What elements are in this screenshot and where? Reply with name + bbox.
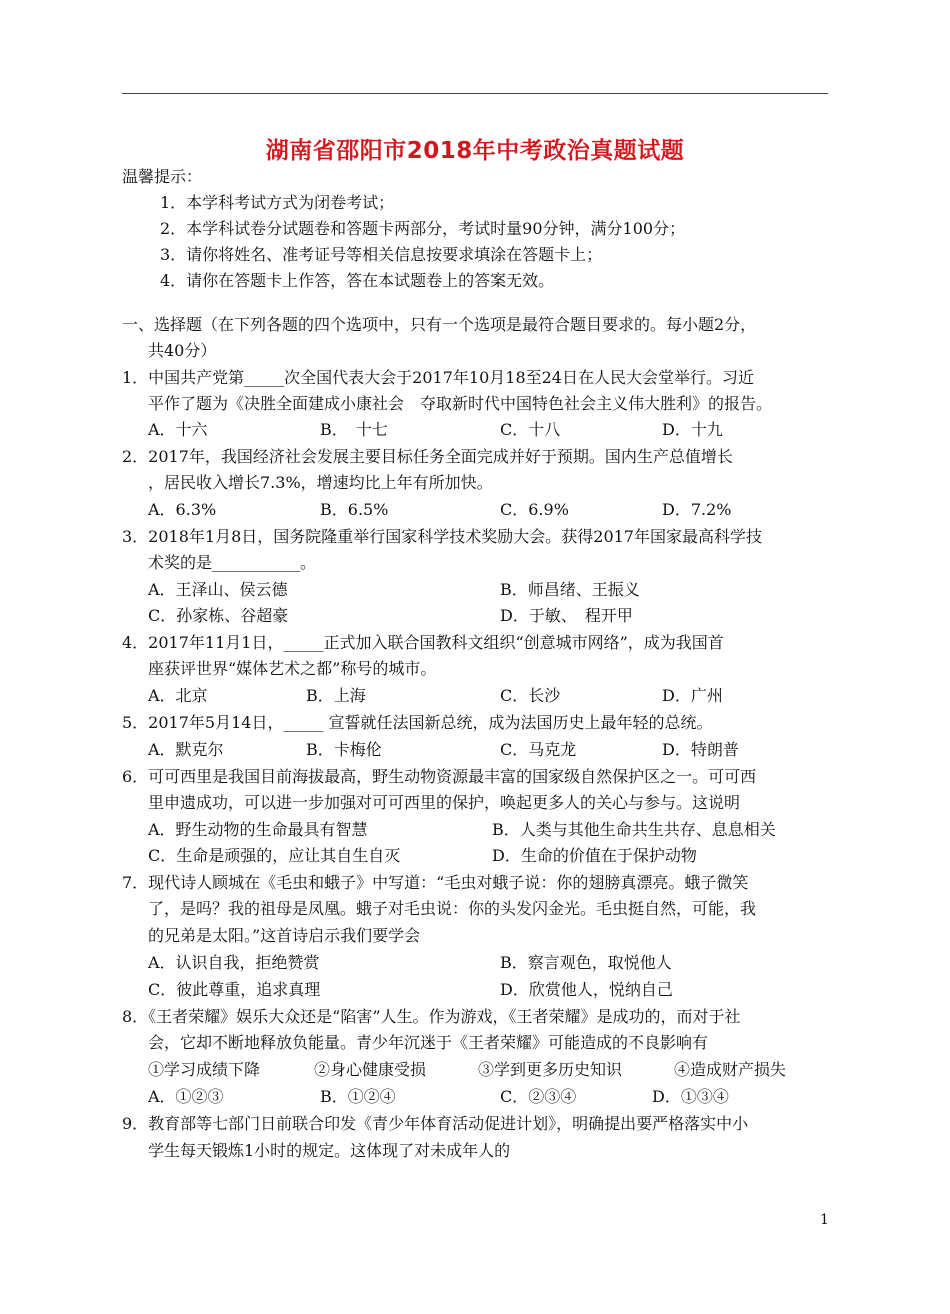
question-5-stem: 5．2017年5月14日，_____ 宣誓就任法国新总统，成为法国历史上最年轻的总统。 bbox=[122, 713, 713, 732]
question-6-option-d: D．生命的价值在于保护动物 bbox=[492, 846, 697, 865]
question-3-stem: 3．2018年1月8日，国务院隆重举行国家科学技术奖励大会。获得2017年国家最高科学技 bbox=[122, 527, 762, 546]
question-7-option-b: B．察言观色，取悦他人 bbox=[500, 953, 672, 972]
question-8-item-3: ③学到更多历史知识 bbox=[478, 1060, 623, 1079]
section-heading-cont: 共40分） bbox=[148, 341, 217, 360]
question-8-item-4: ④造成财产损失 bbox=[674, 1060, 787, 1079]
question-8-option-a: A．①②③ bbox=[148, 1087, 224, 1106]
question-2-stem-cont: ，居民收入增长7.3%，增速均比上年有所加快。 bbox=[148, 473, 493, 492]
tips-heading: 温馨提示： bbox=[122, 167, 203, 186]
tip-item: 4．请你在答题卡上作答，答在本试题卷上的答案无效。 bbox=[160, 271, 555, 290]
question-4-stem: 4．2017年11月1日，_____正式加入联合国教科文组织“创意城市网络”，成为我国首 bbox=[122, 633, 724, 652]
question-3-stem-cont: 术奖的是___________。 bbox=[148, 553, 317, 572]
question-3-option-d: D．于敏、 程开甲 bbox=[500, 606, 633, 625]
question-4-option-d: D．广州 bbox=[662, 686, 723, 705]
question-8-option-b: B．①②④ bbox=[320, 1087, 396, 1106]
question-1-stem-cont: 平作了题为《决胜全面建成小康社会 夺取新时代中国特色社会主义伟大胜利》的报告。 bbox=[148, 394, 773, 413]
tip-item: 2．本学科试卷分试题卷和答题卡两部分，考试时量90分钟，满分100分； bbox=[160, 219, 686, 238]
question-6-option-b: B．人类与其他生命共生共存、息息相关 bbox=[492, 820, 776, 839]
page-title: 湖南省邵阳市2018年中考政治真题试题 bbox=[265, 138, 685, 164]
question-1-option-b: B． 十七 bbox=[320, 420, 388, 439]
tip-item: 3．请你将姓名、准考证号等相关信息按要求填涂在答题卡上； bbox=[160, 245, 603, 264]
question-8-stem-cont: 会，它却不断地释放负能量。青少年沉迷于《王者荣耀》可能造成的不良影响有 bbox=[148, 1033, 709, 1052]
question-7-stem-cont: 的兄弟是太阳。”这首诗启示我们要学会 bbox=[148, 926, 421, 945]
question-9-stem: 9．教育部等七部门日前联合印发《青少年体育活动促进计划》，明确提出要严格落实中小 bbox=[122, 1114, 749, 1133]
question-2-option-a: A．6.3% bbox=[148, 500, 217, 519]
question-8-stem: 8．《王者荣耀》娱乐大众还是“陷害”人生。作为游戏，《王者荣耀》是成功的，而对于社 bbox=[122, 1007, 741, 1026]
question-5-option-a: A．默克尔 bbox=[148, 740, 224, 759]
question-3-option-c: C．孙家栋、谷超豪 bbox=[148, 606, 289, 625]
question-2-option-b: B．6.5% bbox=[320, 500, 389, 519]
question-4-option-c: C．长沙 bbox=[500, 686, 561, 705]
question-7-stem: 7．现代诗人顾城在《毛虫和蛾子》中写道：“毛虫对蛾子说：你的翅膀真漂亮。蛾子微笑 bbox=[122, 873, 749, 892]
section-heading: 一、选择题（在下列各题的四个选项中，只有一个选项是最符合题目要求的。每小题2分， bbox=[122, 315, 757, 334]
question-1-option-a: A．十六 bbox=[148, 420, 208, 439]
question-6-option-c: C．生命是顽强的，应让其自生自灭 bbox=[148, 846, 401, 865]
question-2-option-c: C．6.9% bbox=[500, 500, 569, 519]
question-7-option-d: D．欣赏他人，悦纳自己 bbox=[500, 980, 673, 999]
tip-item: 1．本学科考试方式为闭卷考试； bbox=[160, 193, 395, 212]
question-2-stem: 2．2017年，我国经济社会发展主要目标任务全面完成并好于预期。国内生产总值增长 bbox=[122, 447, 733, 466]
question-6-stem-cont: 里申遗成功，可以进一步加强对可可西里的保护，唤起更多人的关心与参与。这说明 bbox=[148, 793, 741, 812]
question-8-item-2: ②身心健康受损 bbox=[314, 1060, 427, 1079]
question-5-option-d: D．特朗普 bbox=[662, 740, 739, 759]
question-3-option-b: B．师昌绪、王振义 bbox=[500, 580, 640, 599]
question-7-option-c: C．彼此尊重，追求真理 bbox=[148, 980, 321, 999]
question-6-option-a: A．野生动物的生命最具有智慧 bbox=[148, 820, 368, 839]
question-5-option-c: C．马克龙 bbox=[500, 740, 577, 759]
question-8-item-1: ①学习成绩下降 bbox=[148, 1060, 261, 1079]
question-3-option-a: A．王泽山、侯云德 bbox=[148, 580, 288, 599]
question-4-option-a: A．北京 bbox=[148, 686, 208, 705]
question-4-stem-cont: 座获评世界“媒体艺术之都”称号的城市。 bbox=[148, 659, 437, 678]
question-6-stem: 6．可可西里是我国目前海拔最高，野生动物资源最丰富的国家级自然保护区之一。可可西 bbox=[122, 767, 757, 786]
question-7-option-a: A．认识自我，拒绝赞赏 bbox=[148, 953, 320, 972]
question-5-option-b: B．卡梅伦 bbox=[306, 740, 382, 759]
question-1-stem: 1．中国共产党第_____次全国代表大会于2017年10月18至24日在人民大会堂举行。习近 bbox=[122, 368, 754, 387]
question-1-option-c: C．十八 bbox=[500, 420, 561, 439]
question-4-option-b: B．上海 bbox=[306, 686, 366, 705]
page-number: 1 bbox=[820, 1212, 829, 1228]
question-7-stem-cont: 了，是吗？我的祖母是凤凰。蛾子对毛虫说：你的头发闪金光。毛虫挺自然，可能，我 bbox=[148, 899, 757, 918]
header-rule bbox=[122, 93, 828, 94]
question-1-option-d: D．十九 bbox=[662, 420, 723, 439]
question-8-option-c: C．②③④ bbox=[500, 1087, 577, 1106]
question-2-option-d: D．7.2% bbox=[662, 500, 732, 519]
question-8-option-d: D．①③④ bbox=[652, 1087, 729, 1106]
question-9-stem-cont: 学生每天锻炼1小时的规定。这体现了对未成年人的 bbox=[148, 1141, 511, 1160]
